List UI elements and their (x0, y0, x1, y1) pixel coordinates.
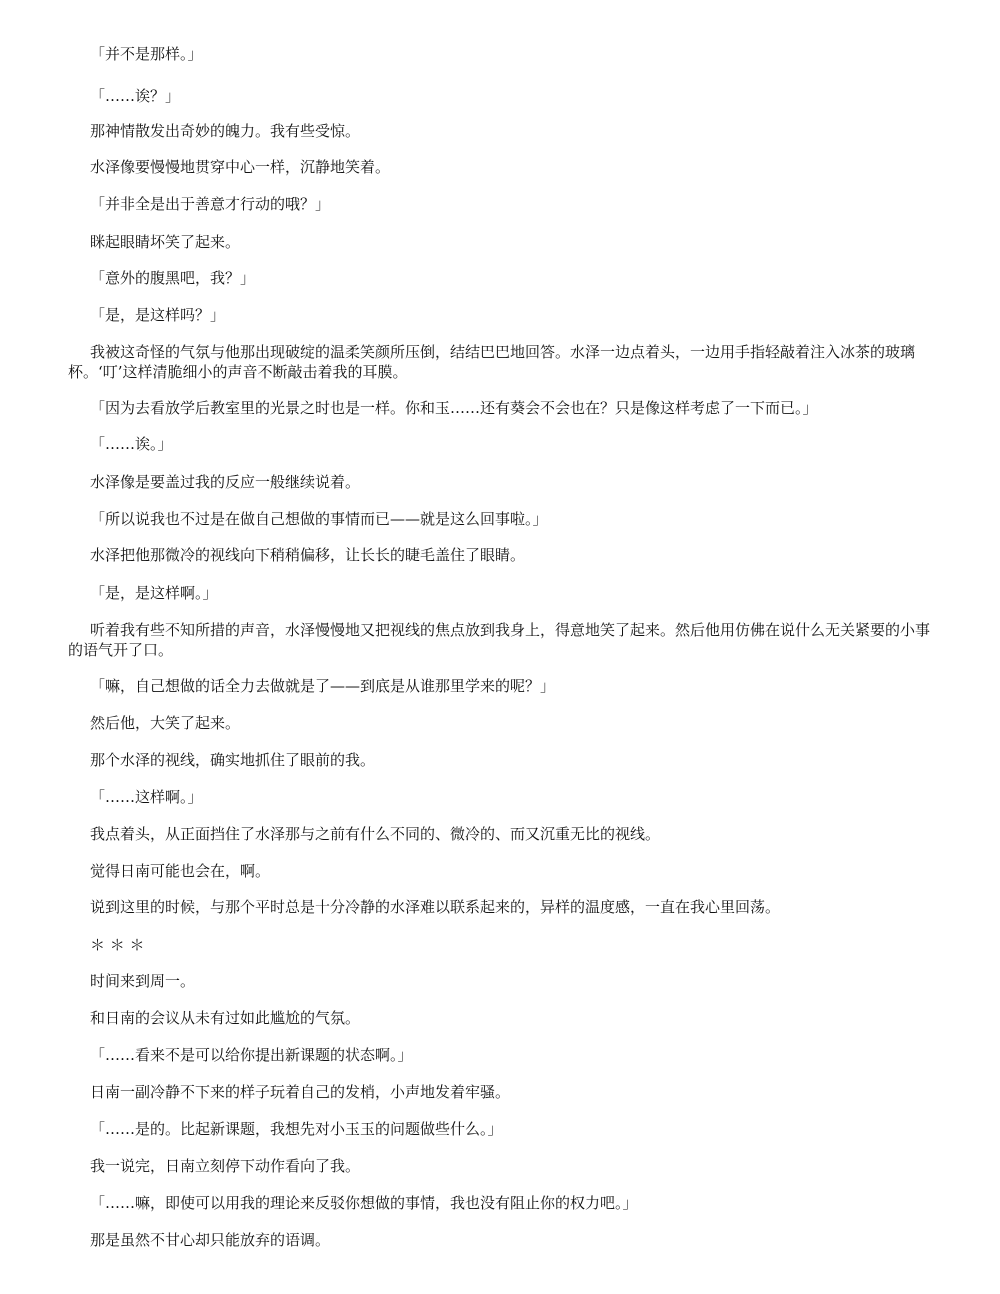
paragraph: 「并非全是出于善意才行动的哦？」 (90, 195, 331, 213)
paragraph: 「是，是这样啊。」 (90, 584, 218, 602)
paragraph: 「嘛，自己想做的话全力去做就是了——到底是从谁那里学来的呢？」 (90, 677, 556, 695)
paragraph: 觉得日南可能也会在，啊。 (90, 862, 271, 880)
paragraph: 日南一副冷静不下来的样子玩着自己的发梢，小声地发着牢骚。 (90, 1083, 511, 1101)
paragraph: 我被这奇怪的气氛与他那出现破绽的温柔笑颜所压倒，结结巴巴地回答。水泽一边点着头，一边用手指轻敲着注入冰茶的玻璃杯。‘叮’这样清脆细小的声音不断敲击着我的耳膜。 (68, 343, 916, 381)
scene-break: ＊ ＊ ＊ (90, 936, 145, 954)
paragraph: 「……嘛，即使可以用我的理论来反驳你想做的事情，我也没有阻止你的权力吧。」 (90, 1194, 638, 1212)
paragraph: 「……看来不是可以给你提出新课题的状态啊。」 (90, 1046, 413, 1064)
paragraph: 「……诶？」 (90, 87, 181, 105)
paragraph: 我一说完，日南立刻停下动作看向了我。 (90, 1157, 361, 1175)
paragraph: 「所以说我也不过是在做自己想做的事情而已——就是这么回事啦。」 (90, 510, 548, 528)
paragraph: 水泽像要慢慢地贯穿中心一样，沉静地笑着。 (90, 158, 391, 176)
paragraph: 听着我有些不知所措的声音，水泽慢慢地又把视线的焦点放到我身上，得意地笑了起来。然后他用仿佛在说什么无关紧要的小事的语气开了口。 (68, 621, 931, 659)
paragraph: 我点着头，从正面挡住了水泽那与之前有什么不同的、微冷的、而又沉重无比的视线。 (90, 825, 661, 843)
paragraph: 水泽像是要盖过我的反应一般继续说着。 (90, 473, 361, 491)
paragraph: 水泽把他那微冷的视线向下稍稍偏移，让长长的睫毛盖住了眼睛。 (90, 546, 526, 564)
paragraph: 眯起眼睛坏笑了起来。 (90, 233, 241, 251)
paragraph: 说到这里的时候，与那个平时总是十分冷静的水泽难以联系起来的，异样的温度感，一直在我心里回荡。 (90, 898, 781, 916)
paragraph: 那个水泽的视线，确实地抓住了眼前的我。 (90, 751, 376, 769)
paragraph: 「……这样啊。」 (90, 788, 203, 806)
paragraph: 时间来到周一。 (90, 972, 196, 990)
paragraph: 「因为去看放学后教室里的光景之时也是一样。你和玉……还有葵会不会也在？只是像这样考虑了一下而已。」 (90, 399, 818, 417)
paragraph: 那神情散发出奇妙的魄力。我有些受惊。 (90, 122, 361, 140)
paragraph: 「意外的腹黑吧，我？」 (90, 269, 256, 287)
paragraph: 「……诶。」 (90, 435, 173, 453)
paragraph: 和日南的会议从未有过如此尴尬的气氛。 (90, 1009, 361, 1027)
paragraph: 那是虽然不甘心却只能放弃的语调。 (90, 1231, 331, 1249)
paragraph: 然后他，大笑了起来。 (90, 714, 241, 732)
paragraph: 「……是的。比起新课题，我想先对小玉玉的问题做些什么。」 (90, 1120, 503, 1138)
paragraph: 「并不是那样。」 (90, 45, 203, 63)
paragraph: 「是，是这样吗？」 (90, 306, 226, 324)
